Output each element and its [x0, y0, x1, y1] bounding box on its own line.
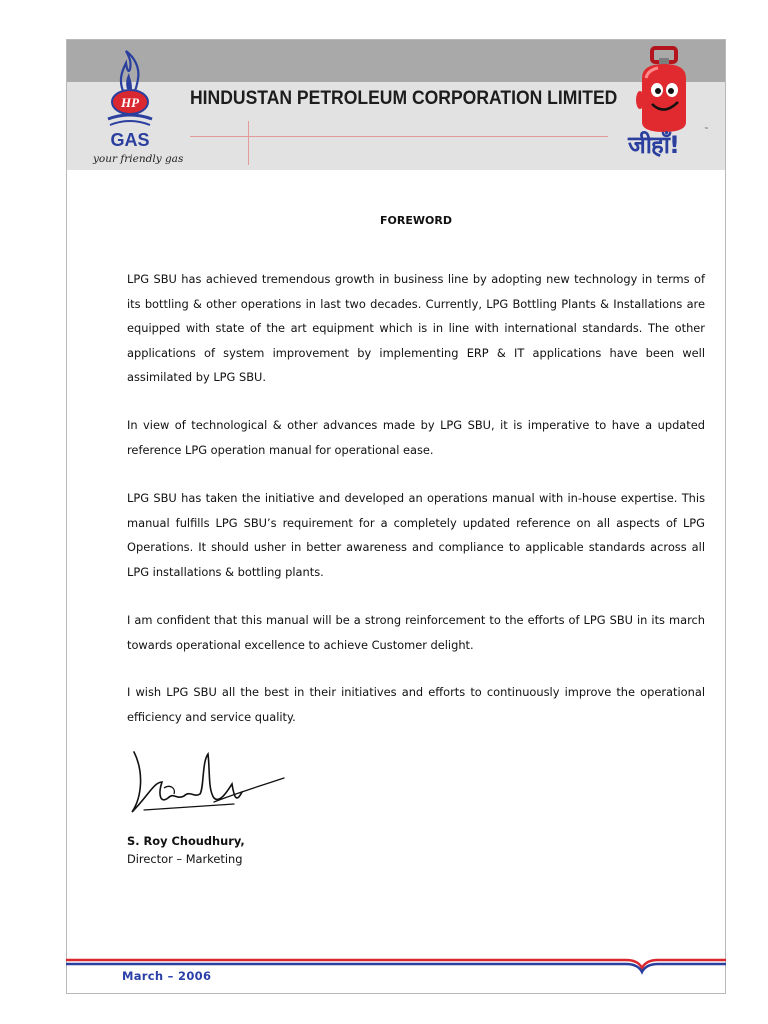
manual-title: LPG OPERATIONS MANUAL	[250, 19, 518, 40]
foreword-heading: FOREWORD	[380, 214, 452, 227]
foreword-paragraph: I wish LPG SBU all the best in their initiatives and efforts to continuously improve the operational efficiency and service quality.	[127, 685, 705, 724]
signatory-title: Director – Marketing	[127, 852, 243, 866]
lpg-cylinder-mascot-icon	[632, 44, 696, 136]
signatory-name: S. Roy Choudhury,	[127, 834, 245, 848]
footer-date: March – 2006	[122, 969, 212, 983]
svg-text:HP: HP	[120, 95, 140, 110]
mascot-script-text: जीहाँ!	[628, 131, 679, 159]
company-name: HINDUSTAN PETROLEUM CORPORATION LIMITED	[190, 87, 618, 109]
trademark-mark: ™	[704, 127, 709, 133]
header-rule-vertical	[248, 121, 249, 165]
foreword-paragraph: I am confident that this manual will be a strong reinforcement to the efforts of LPG SBU in its march towards operational excellence to achieve Customer delight.	[127, 613, 705, 652]
handwritten-signature	[124, 742, 289, 827]
header-rule-horizontal	[190, 136, 608, 137]
svg-text:GAS: GAS	[110, 130, 150, 149]
foreword-paragraph: LPG SBU has taken the initiative and developed an operations manual with in-house expertise. This manual fulfills LPG SBU’s requirement for a completely updated reference on all aspects of LPG Operations. It should usher in better awareness and compliance to applicable standards across all LPG installations & bottling plants.	[127, 491, 705, 579]
foreword-paragraph: In view of technological & other advances made by LPG SBU, it is imperative to have a updated reference LPG operation manual for operational ease.	[127, 418, 705, 457]
hp-gas-logo	[96, 49, 176, 149]
foreword-paragraph: LPG SBU has achieved tremendous growth in business line by adopting new technology in terms of its bottling & other operations in last two decades. Currently, LPG Bottling Plants & Installations are equipped with state of the art equipment which is in line with international standards. The other applications of system improvement by implementing ERP & IT applications have been well assimilated by LPG SBU.	[127, 272, 705, 384]
logo-tagline: your friendly gas	[93, 153, 184, 165]
